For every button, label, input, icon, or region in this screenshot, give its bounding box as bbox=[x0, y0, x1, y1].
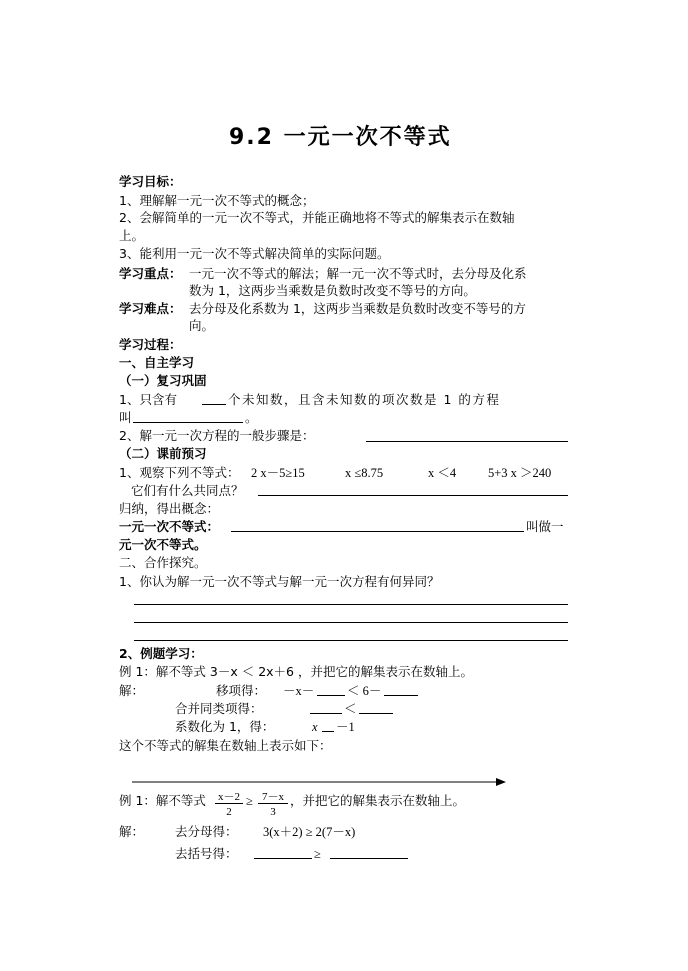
step-label: 移项得： bbox=[216, 683, 267, 698]
inequality: x ＜4 bbox=[428, 466, 457, 480]
step-label: 系数化为 1，得： bbox=[175, 719, 275, 734]
objective-item: 上。 bbox=[119, 228, 145, 243]
inequality: 2 x－5≥15 bbox=[251, 466, 305, 480]
process-heading: 学习过程： bbox=[119, 337, 182, 352]
step-expr: 3(x＋2) ≥ 2(7－x) bbox=[263, 825, 356, 839]
objective-item: 2、会解简单的一元一次不等式，并能正确地将不等式的解集表示在数轴 bbox=[119, 210, 515, 225]
key-points-text: 一元一次不等式的解法；解一元一次不等式时，去分母及化系 bbox=[189, 266, 527, 281]
objectives-heading: 学习目标： bbox=[119, 174, 182, 189]
step-label: 合并同类项得： bbox=[175, 701, 263, 716]
section-heading: 二、合作探究。 bbox=[119, 555, 207, 570]
page-title: 9.2 一元一次不等式 bbox=[229, 125, 452, 150]
objective-item: 3、能利用一元一次不等式解决简单的实际问题。 bbox=[119, 246, 390, 261]
fraction-denominator: 2 bbox=[226, 806, 232, 818]
answer-line[interactable] bbox=[134, 622, 568, 623]
definition-text: 叫做一 bbox=[526, 519, 564, 534]
inequality: x ≤8.75 bbox=[345, 466, 384, 480]
example-text: ，并把它的解集表示在数轴上。 bbox=[290, 793, 466, 808]
answer-line[interactable] bbox=[134, 604, 568, 605]
step-label: 去括号得： bbox=[175, 846, 238, 861]
question-text: 1、只含有 bbox=[119, 392, 177, 407]
subsection-heading: （一）复习巩固 bbox=[119, 373, 207, 388]
question-text: 2、解一元一次方程的一般步骤是： bbox=[119, 428, 315, 443]
answer-blank[interactable] bbox=[202, 404, 226, 405]
examples-heading: 2、例题学习： bbox=[119, 646, 203, 661]
question-text: 个未知数，且含未知数的项次数是 1 的方程 bbox=[228, 392, 501, 407]
section-heading: 一、自主学习 bbox=[119, 355, 195, 370]
step-expr: －1 bbox=[336, 720, 355, 734]
definition-label: 一元一次不等式： bbox=[119, 519, 220, 534]
step-expr: －x－ bbox=[283, 684, 315, 698]
answer-blank[interactable] bbox=[231, 531, 524, 532]
question-text: 它们有什么共同点？ bbox=[131, 483, 244, 498]
answer-blank[interactable] bbox=[317, 695, 345, 696]
example-text: ≥ bbox=[246, 794, 253, 808]
step-expr: x bbox=[312, 720, 318, 734]
question-text: 1、你认为解一元一次不等式与解一元一次方程有何异同？ bbox=[119, 574, 440, 589]
definition-text: 元一次不等式。 bbox=[119, 537, 207, 552]
answer-blank[interactable] bbox=[322, 731, 334, 732]
answer-blank[interactable] bbox=[310, 713, 342, 714]
answer-blank[interactable] bbox=[384, 695, 418, 696]
question-text: 叫 bbox=[119, 410, 132, 425]
objective-item: 1、理解解一元一次不等式的概念； bbox=[119, 193, 315, 208]
difficulty-text: 去分母及化系数为 1，这两步当乘数是负数时改变不等号的方 bbox=[189, 301, 526, 316]
solution-label: 解： bbox=[119, 683, 145, 698]
example-text: 例 1：解不等式 bbox=[119, 793, 206, 808]
fraction-numerator: x－2 bbox=[215, 791, 243, 804]
answer-blank[interactable] bbox=[359, 713, 393, 714]
inequality: 5+3 x ＞240 bbox=[488, 466, 552, 480]
fraction-numerator: 7－x bbox=[258, 791, 288, 804]
step-label: 去分母得： bbox=[175, 824, 238, 839]
example-text: 例 1：解不等式 3－x ＜ 2x＋6 ，并把它的解集表示在数轴上。 bbox=[119, 664, 473, 679]
fraction-denominator: 3 bbox=[270, 806, 276, 818]
solution-label: 解： bbox=[119, 824, 145, 839]
key-points-text: 数为 1，这两步当乘数是负数时改变不等号的方向。 bbox=[189, 283, 476, 298]
answer-blank[interactable] bbox=[133, 422, 243, 423]
subsection-heading: （二）课前预习 bbox=[119, 446, 207, 461]
answer-blank[interactable] bbox=[258, 495, 568, 496]
answer-line[interactable] bbox=[134, 640, 568, 641]
question-text: 归纳，得出概念： bbox=[119, 501, 220, 516]
step-expr: ＜ 6－ bbox=[347, 684, 382, 698]
numberline-text: 这个不等式的解集在数轴上表示如下： bbox=[119, 738, 332, 753]
answer-blank[interactable] bbox=[330, 858, 408, 859]
answer-blank[interactable] bbox=[254, 858, 312, 859]
difficulty-heading: 学习难点： bbox=[119, 301, 182, 316]
difficulty-text: 向。 bbox=[189, 318, 215, 333]
number-line[interactable] bbox=[130, 776, 510, 788]
step-expr: ＜ bbox=[344, 702, 357, 716]
step-expr: ≥ bbox=[314, 847, 321, 861]
answer-blank[interactable] bbox=[366, 441, 568, 442]
question-text: 1、观察下列不等式： bbox=[119, 465, 240, 480]
question-text: 。 bbox=[245, 410, 258, 425]
key-points-heading: 学习重点： bbox=[119, 266, 182, 281]
